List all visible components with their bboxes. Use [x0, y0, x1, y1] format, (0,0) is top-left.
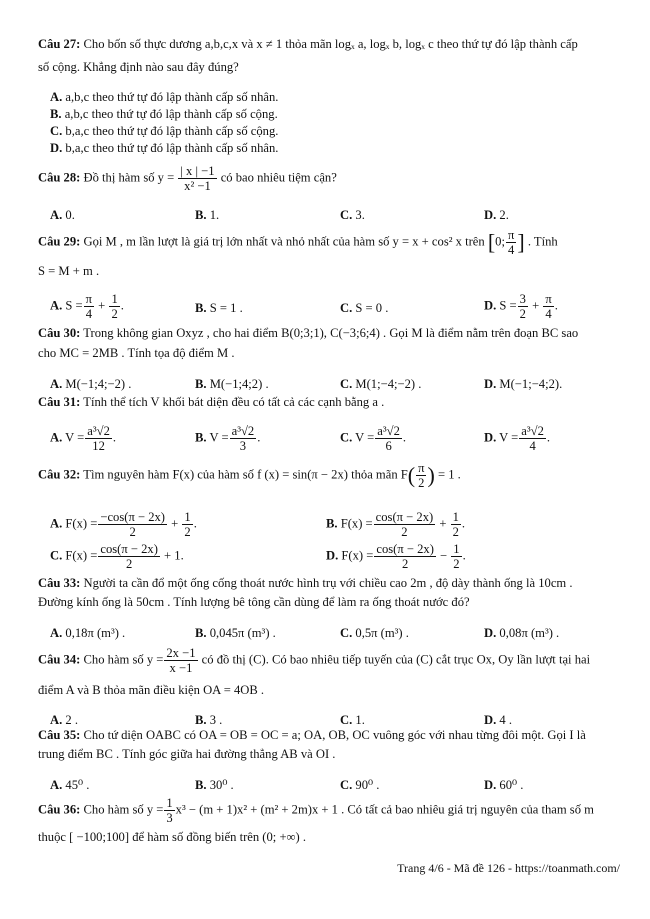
q27-text1: Cho bốn số thực dương a,b,c,x và x ≠ 1 thỏa mãn logₓ a, logₓ b, logₓ c theo thứ tự đó lập thành cấp	[83, 37, 578, 51]
q35-line2: trung điểm BC . Tính góc giữa hai đường thẳng AB và OI .	[38, 747, 336, 761]
q31-option-a: A. V = $\frac{\text{a³√2}}{12}$ .	[50, 424, 117, 453]
q27-option-a: A. a,b,c theo thứ tự đó lập thành cấp số nhân.	[50, 90, 279, 104]
q30-option-b: B. M(−1;4;2) .	[195, 377, 269, 391]
q34-option-a: A. 2 .	[50, 713, 78, 727]
q35-option-d: D. 60⁰ .	[484, 778, 524, 792]
q33-option-b: B. 0,045π (m³) .	[195, 626, 276, 640]
q34-option-c: C. 1.	[340, 713, 365, 727]
q29-label: Câu 29:	[38, 234, 81, 249]
q31-line1: Câu 31: Tính thể tích V khối bát diện đều có tất cả các cạnh bằng a .	[38, 395, 385, 409]
q27-option-d: D. b,a,c theo thứ tự đó lập thành cấp số nhân.	[50, 141, 279, 155]
q28-option-b: B. 1.	[195, 208, 220, 222]
q34-line2: điểm A và B thỏa mãn điều kiện OA = 4OB .	[38, 683, 265, 697]
q29-option-d: D. S = $\frac{3}{2}$ + $\frac{\pi}{4}$ .	[484, 292, 558, 321]
q34-option-b: B. 3 .	[195, 713, 223, 727]
q29-line2: S = M + m .	[38, 264, 100, 278]
q35-option-a: A. 45⁰ .	[50, 778, 90, 792]
q30-option-a: A. M(−1;4;−2) .	[50, 377, 132, 391]
q30-line2: cho MC = 2MB . Tính tọa độ điểm M .	[38, 346, 235, 360]
q28-option-d: D. 2.	[484, 208, 509, 222]
q33-line1: Câu 33: Người ta cần đổ một ống cống thoát nước hình trụ với chiều cao 2m , độ dày thành ống là 10cm .	[38, 576, 573, 590]
q32-option-b: B. F(x) = $\frac{\cos(\pi - 2x)}{2}$ + $\frac{1}{2}$ .	[326, 510, 466, 539]
q36-label: Câu 36:	[38, 802, 81, 817]
q33-option-a: A. 0,18π (m³) .	[50, 626, 126, 640]
q29-option-b: B. S = 1 .	[195, 301, 243, 315]
q27-option-c: C. b,a,c theo thứ tự đó lập thành cấp số cộng.	[50, 124, 279, 138]
q35-line1: Câu 35: Cho tứ diện OABC có OA = OB = OC = a; OA, OB, OC vuông góc với nhau từng đôi một. Gọi I là	[38, 728, 586, 742]
q32-option-c: C. F(x) = $\frac{\cos(\pi - 2x)}{2}$ + 1.	[50, 542, 184, 571]
q29-option-c: C. S = 0 .	[340, 301, 389, 315]
q29-line1: Câu 29: Gọi M , m lần lượt là giá trị lớn nhất và nhỏ nhất của hàm số y = x + cos² x trên [0; $\frac{\pi}{4}$ ] . Tính	[38, 228, 558, 257]
q36-line2: thuộc [ −100;100] để hàm số đồng biến trên (0; +∞) .	[38, 830, 307, 844]
q27-line2: số cộng. Khẳng định nào sau đây đúng?	[38, 60, 239, 74]
q35-label: Câu 35:	[38, 728, 81, 742]
q34-line1: Câu 34: Cho hàm số y = $\frac{2x -1}{x -1}$ có đồ thị (C). Có bao nhiêu tiếp tuyến của (C) cắt trục Ox, Oy lần lượt tại hai	[38, 646, 591, 675]
q31-option-c: C. V = $\frac{\text{a³√2}}{6}$ .	[340, 424, 407, 453]
q27-line1	[38, 37, 626, 52]
q33-line2: Đường kính ống là 50cm . Tính lượng bê tông cần dùng để làm ra ống thoát nước đó?	[38, 595, 470, 609]
q34-label: Câu 34:	[38, 652, 81, 667]
q27-option-b: B. a,b,c theo thứ tự đó lập thành cấp số cộng.	[50, 107, 278, 121]
q31-option-d: D. V = $\frac{\text{a³√2}}{4}$ .	[484, 424, 551, 453]
q32-option-a: A. F(x) = $\frac{-\cos(\pi - 2x)}{2}$ + $\frac{1}{2}$ .	[50, 510, 197, 539]
q30-option-c: C. M(1;−4;−2) .	[340, 377, 422, 391]
q32-label: Câu 32:	[38, 467, 81, 482]
q32-option-d: D. F(x) = $\frac{\cos(\pi - 2x)}{2}$ − $\frac{1}{2}$ .	[326, 542, 466, 571]
q28-label: Câu 28:	[38, 170, 81, 185]
q33-label: Câu 33:	[38, 576, 81, 590]
q28-fraction: $\frac{| x | -1}{\text{x² −1}}$	[180, 164, 215, 193]
q33-option-c: C. 0,5π (m³) .	[340, 626, 409, 640]
q33-option-d: D. 0,08π (m³) .	[484, 626, 560, 640]
q30-option-d: D. M(−1;−4;2).	[484, 377, 563, 391]
q32-line1: Câu 32: Tìm nguyên hàm F(x) của hàm số f (x) = sin(π − 2x) thỏa mãn F( $\frac{\pi}{2}$ ) = 1 .	[38, 461, 461, 490]
page-footer: Trang 4/6 - Mã đề 126 - https://toanmath.com/	[397, 861, 620, 875]
q28-option-c: C. 3.	[340, 208, 365, 222]
q31-label: Câu 31:	[38, 395, 81, 409]
q36-line1: Câu 36: Cho hàm số y = $\frac{1}{3}$ x³ − (m + 1)x² + (m² + 2m)x + 1 . Có tất cả bao nhiêu giá trị nguyên của tham số m	[38, 796, 594, 825]
q30-line1: Câu 30: Trong không gian Oxyz , cho hai điểm B(0;3;1), C(−3;6;4) . Gọi M là điểm nằm trên đoạn BC sao	[38, 326, 579, 340]
q35-option-c: C. 90⁰ .	[340, 778, 380, 792]
q35-option-b: B. 30⁰ .	[195, 778, 234, 792]
q31-option-b: B. V = $\frac{\text{a³√2}}{3}$ .	[195, 424, 261, 453]
q27-label: Câu 27:	[38, 37, 81, 51]
q28-option-a: A. 0.	[50, 208, 75, 222]
q34-option-d: D. 4 .	[484, 713, 512, 727]
q30-label: Câu 30:	[38, 326, 81, 340]
q29-option-a: A. S = $\frac{\pi}{4}$ + $\frac{1}{2}$ .	[50, 292, 124, 321]
q28-line1: Câu 28: Đồ thị hàm số y = $\frac{| x | -1}{\text{x² −1}}$ có bao nhiêu tiệm cận?	[38, 164, 337, 193]
q29-interval-fraction: $\frac{\pi}{4}$	[507, 228, 515, 257]
